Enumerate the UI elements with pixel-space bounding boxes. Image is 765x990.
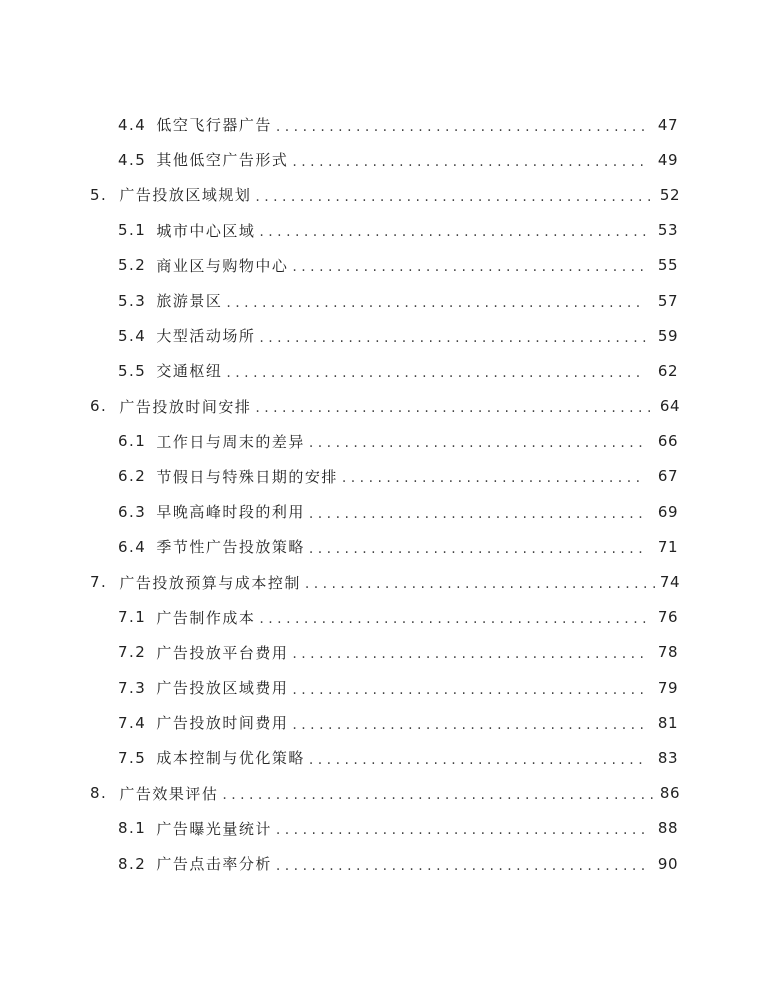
toc-section-entry[interactable] [0, 740, 678, 775]
toc-dot-leader [292, 152, 646, 170]
toc-entry-page-number: 52 [659, 185, 680, 204]
toc-entry-page-number: 53 [657, 221, 678, 240]
toc-dot-leader [255, 398, 656, 416]
toc-entry-number: 7.3 [118, 678, 147, 697]
toc-dot-leader [292, 257, 646, 275]
toc-section-entry[interactable] [0, 142, 678, 177]
toc-dot-leader [222, 785, 656, 803]
toc-section-entry[interactable] [0, 529, 678, 564]
toc-entry-number: 6.4 [118, 537, 147, 556]
toc-entry-title: 旅游景区 [156, 292, 223, 311]
toc-entry-title: 广告投放时间费用 [156, 714, 289, 733]
toc-entry-number: 6.3 [118, 502, 147, 521]
toc-entry-page-number: 90 [657, 854, 678, 873]
toc-section-entry[interactable] [0, 318, 678, 353]
toc-dot-leader [292, 644, 646, 662]
toc-entry-number: 6. [90, 397, 108, 416]
toc-section-entry[interactable] [0, 459, 678, 494]
toc-entry-page-number: 74 [659, 573, 680, 592]
toc-section-entry[interactable] [0, 635, 678, 670]
toc-entry-number: 7.2 [118, 643, 147, 662]
toc-entry-title: 节假日与特殊日期的安排 [156, 467, 338, 486]
toc-dot-leader [259, 609, 646, 627]
toc-dot-leader [292, 680, 646, 698]
toc-entry-number: 5. [90, 185, 108, 204]
toc-entry-page-number: 79 [657, 678, 678, 697]
toc-dot-leader [309, 750, 646, 768]
toc-entry-page-number: 59 [657, 326, 678, 345]
toc-entry-title: 广告投放预算与成本控制 [119, 573, 301, 592]
toc-entry-number: 4.4 [118, 115, 147, 134]
toc-dot-leader [259, 328, 646, 346]
toc-entry-page-number: 69 [657, 502, 678, 521]
toc-entry-number: 6.2 [118, 467, 147, 486]
toc-chapter-entry[interactable] [0, 389, 680, 424]
toc-entry-title: 广告点击率分析 [156, 855, 272, 874]
toc-entry-number: 5.1 [118, 221, 147, 240]
toc-section-entry[interactable] [0, 353, 678, 388]
toc-section-entry[interactable] [0, 494, 678, 529]
toc-section-entry[interactable] [0, 600, 678, 635]
toc-entry-title: 大型活动场所 [156, 327, 256, 346]
toc-entry-number: 8. [90, 784, 108, 803]
table-of-contents [0, 107, 765, 881]
toc-entry-number: 7.1 [118, 608, 147, 627]
toc-entry-page-number: 55 [657, 256, 678, 275]
toc-entry-title: 广告投放区域费用 [156, 679, 289, 698]
toc-entry-number: 5.2 [118, 256, 147, 275]
toc-entry-number: 7.5 [118, 748, 147, 767]
toc-entry-number: 7. [90, 573, 108, 592]
toc-entry-title: 其他低空广告形式 [156, 151, 289, 170]
toc-section-entry[interactable] [0, 107, 678, 142]
toc-entry-number: 8.1 [118, 819, 147, 838]
toc-chapter-entry[interactable] [0, 564, 680, 599]
toc-entry-title: 广告制作成本 [156, 608, 256, 627]
toc-entry-title: 工作日与周末的差异 [156, 432, 305, 451]
toc-entry-page-number: 86 [659, 784, 680, 803]
toc-entry-title: 广告效果评估 [119, 784, 219, 803]
toc-entry-number: 5.3 [118, 291, 147, 310]
toc-entry-title: 广告投放区域规划 [119, 186, 252, 205]
toc-entry-page-number: 67 [657, 467, 678, 486]
toc-dot-leader [276, 117, 646, 135]
toc-section-entry[interactable] [0, 705, 678, 740]
toc-entry-title: 交通枢纽 [156, 362, 223, 381]
toc-entry-page-number: 47 [657, 115, 678, 134]
toc-section-entry[interactable] [0, 283, 678, 318]
toc-entry-title: 商业区与购物中心 [156, 256, 289, 275]
toc-entry-page-number: 78 [657, 643, 678, 662]
toc-entry-title: 广告曝光量统计 [156, 819, 272, 838]
toc-entry-title: 城市中心区域 [156, 221, 256, 240]
toc-entry-page-number: 83 [657, 748, 678, 767]
toc-entry-page-number: 49 [657, 150, 678, 169]
toc-dot-leader [276, 820, 646, 838]
toc-entry-title: 早晚高峰时段的利用 [156, 503, 305, 522]
toc-dot-leader [309, 539, 646, 557]
toc-section-entry[interactable] [0, 846, 678, 881]
toc-entry-number: 4.5 [118, 150, 147, 169]
toc-entry-number: 7.4 [118, 713, 147, 732]
toc-dot-leader [255, 187, 656, 205]
toc-entry-number: 8.2 [118, 854, 147, 873]
toc-entry-page-number: 57 [657, 291, 678, 310]
toc-section-entry[interactable] [0, 213, 678, 248]
toc-entry-page-number: 71 [657, 537, 678, 556]
toc-dot-leader [226, 363, 646, 381]
toc-dot-leader [309, 504, 646, 522]
toc-entry-title: 低空飞行器广告 [156, 116, 272, 135]
toc-entry-number: 6.1 [118, 432, 147, 451]
toc-entry-page-number: 66 [657, 432, 678, 451]
toc-dot-leader [276, 856, 646, 874]
toc-entry-title: 广告投放平台费用 [156, 643, 289, 662]
toc-section-entry[interactable] [0, 424, 678, 459]
toc-section-entry[interactable] [0, 248, 678, 283]
toc-section-entry[interactable] [0, 670, 678, 705]
toc-entry-number: 5.5 [118, 361, 147, 380]
toc-entry-title: 成本控制与优化策略 [156, 749, 305, 768]
toc-chapter-entry[interactable] [0, 177, 680, 212]
toc-dot-leader [309, 433, 646, 451]
toc-section-entry[interactable] [0, 811, 678, 846]
toc-entry-page-number: 62 [657, 361, 678, 380]
toc-dot-leader [305, 574, 656, 592]
toc-chapter-entry[interactable] [0, 776, 680, 811]
toc-entry-title: 季节性广告投放策略 [156, 538, 305, 557]
toc-dot-leader [259, 222, 646, 240]
toc-entry-page-number: 64 [659, 397, 680, 416]
toc-entry-number: 5.4 [118, 326, 147, 345]
toc-entry-page-number: 76 [657, 608, 678, 627]
toc-entry-page-number: 88 [657, 819, 678, 838]
toc-dot-leader [342, 468, 646, 486]
toc-entry-title: 广告投放时间安排 [119, 397, 252, 416]
toc-dot-leader [292, 715, 646, 733]
toc-entry-page-number: 81 [657, 713, 678, 732]
toc-dot-leader [226, 293, 646, 311]
